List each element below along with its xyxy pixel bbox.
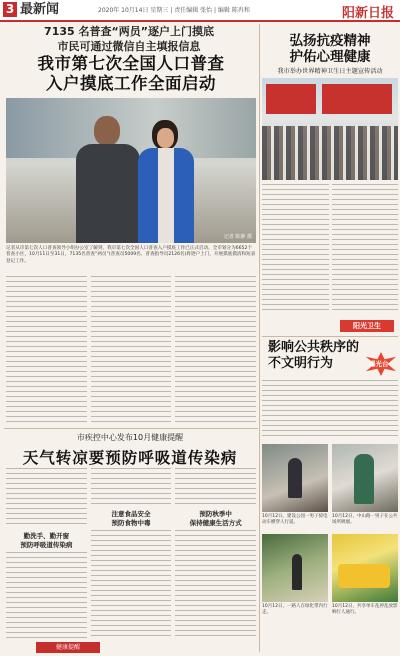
lead-headline — [6, 54, 256, 94]
section-divider — [4, 428, 258, 429]
column-divider — [259, 24, 260, 652]
story2-sub2: 注意食品安全 预防食物中毒 — [111, 510, 151, 527]
page-number: 3 — [3, 2, 17, 17]
issue-info: 2020年 10月14日 星期三 | 责任编辑 张怡 | 编辑 陈冉和 — [98, 7, 250, 14]
exposure-caption-4: 10月12日，共享单车乱停乱放影响行人通行。 — [332, 604, 398, 615]
story2-kicker: 市疾控中心发布10月健康提醒 — [76, 433, 184, 442]
lead-intro: 记者从市第七次人口普查领导小组办公室了解到，我市第七次全国人口普查入户摸底工作已正式启动。全市划分为6652个普查小区，10月11日至31日，7135名普查“两员”(普查员5009名、普查指导员2126名)将逐户上门，开展摸底摸清和短表登记工作。 — [6, 246, 256, 264]
lead-headline-line1: 我市第七次全国人口普查 — [37, 54, 225, 73]
exposure-badge: 曝光台 — [366, 352, 396, 376]
exposure-photo-4 — [332, 534, 398, 602]
right-top-body — [262, 184, 398, 314]
section-title: 最新闻 — [20, 2, 60, 17]
lead-kicker-1: 7135 名普查“两员”逐户上门摸底 — [44, 25, 214, 38]
photo-census-worker — [138, 120, 194, 243]
exposure-photo-3 — [262, 534, 328, 602]
story2-body — [6, 468, 256, 638]
exposure-caption-1: 10月12日，建设公园一男子骑电动车横穿人行道。 — [262, 514, 328, 525]
exposure-photo-1 — [262, 444, 328, 512]
newspaper-brand: 阳新日报 — [341, 6, 394, 21]
section-tag: 阳光卫生 — [340, 320, 394, 332]
right-top-photo — [262, 78, 398, 180]
right-top-title: 弘扬抗疫精神 护佑心理健康 — [289, 33, 371, 65]
page-header — [0, 0, 400, 22]
story2-headline: 天气转凉要预防呼吸道传染病 — [22, 449, 238, 467]
lead-body-columns — [6, 276, 256, 426]
photo-man — [76, 116, 140, 243]
right-divider — [262, 336, 398, 337]
exposure-caption-2: 10月12日，中山路一男子在公共场所吸烟。 — [332, 514, 398, 525]
story2-sub3: 预防秋季中 保持健康生活方式 — [189, 510, 242, 527]
exposure-caption-3: 10月12日，一路人在绿化带内行走。 — [262, 604, 328, 615]
right-bottom-body — [262, 380, 398, 440]
lead-photo — [6, 98, 256, 243]
lead-headline-line2: 入户摸底工作全面启动 — [46, 74, 216, 93]
story2-sub1: 勤洗手、勤开窗 预防呼吸道传染病 — [20, 532, 73, 549]
exposure-photo-2 — [332, 444, 398, 512]
exposure-photos — [262, 444, 398, 644]
story2-label: 健康提醒 — [36, 642, 100, 653]
lead-kicker-2: 市民可通过微信自主填报信息 — [57, 40, 201, 53]
photo-caption: 记者 陈静 摄 — [223, 234, 252, 240]
right-bottom-title: 影响公共秩序的 不文明行为 — [268, 340, 360, 371]
right-top-subtitle: 我市举办世界精神卫生日主题宣传活动 — [277, 68, 383, 75]
